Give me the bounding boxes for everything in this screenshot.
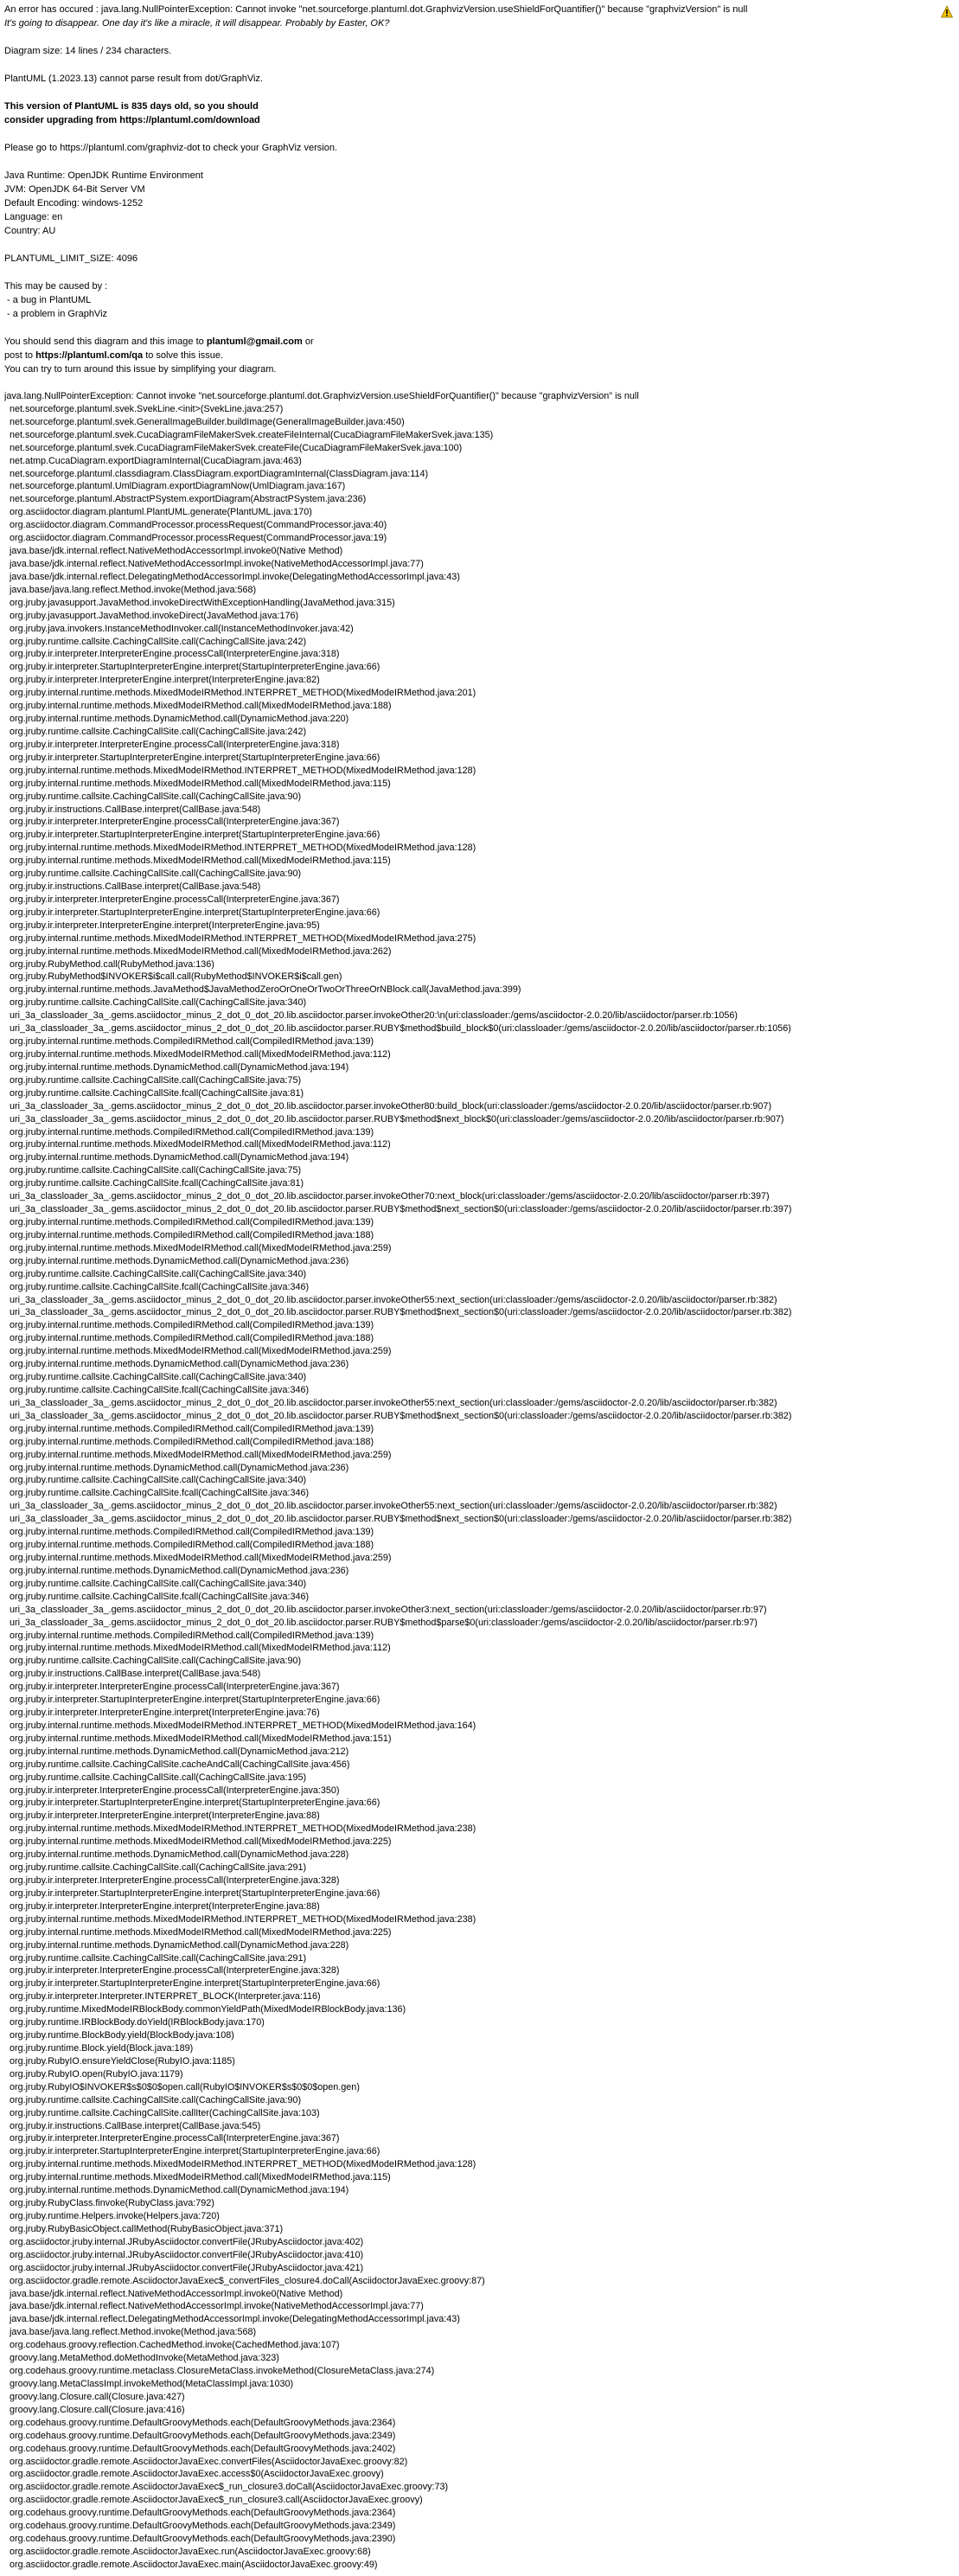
stack-frame: groovy.lang.MetaMethod.doMethodInvoke(MetaMethod.java:323) [4, 2353, 279, 2364]
stack-frame: uri_3a_classloader_3a_.gems.asciidoctor_minus_2_dot_0_dot_20.lib.asciidoctor.parser.invokeOther55:next_section(uri:classloader:/gems/asciidoctor-2.0.20/lib/asciidoctor/parser.rb:382) [4, 1397, 777, 1408]
stack-frame: org.jruby.runtime.callsite.CachingCallSite.callIter(CachingCallSite.java:103) [4, 2107, 320, 2118]
stack-frame: org.codehaus.groovy.runtime.DefaultGroovyMethods.each(DefaultGroovyMethods.java:2364) [4, 2417, 396, 2428]
stack-frame: org.jruby.runtime.callsite.CachingCallSite.call(CachingCallSite.java:90) [4, 791, 302, 802]
stack-frame: org.jruby.internal.runtime.methods.DynamicMethod.call(DynamicMethod.java:228) [4, 1849, 349, 1861]
stack-frame: uri_3a_classloader_3a_.gems.asciidoctor_minus_2_dot_0_dot_20.lib.asciidoctor.parser.RUBY$method$next_section$0(uri:classloader:/gems/asciidoctor-2.0.20/lib/asciidoctor/parser.rb:382) [4, 1410, 792, 1421]
stack-frame: org.jruby.internal.runtime.methods.MixedModeIRMethod.call(MixedModeIRMethod.java:115) [4, 855, 391, 867]
stack-frame: org.jruby.RubyIO.ensureYieldClose(RubyIO.java:1185) [4, 2055, 235, 2067]
stack-frame: org.jruby.runtime.callsite.CachingCallSite.call(CachingCallSite.java:90) [4, 1656, 302, 1667]
stack-frame: org.jruby.internal.runtime.methods.MixedModeIRMethod.INTERPRET_METHOD(MixedModeIRMethod.java:128) [4, 765, 476, 776]
stack-frame: org.jruby.internal.runtime.methods.MixedModeIRMethod.call(MixedModeIRMethod.java:259) [4, 1449, 392, 1460]
stack-frame: org.jruby.internal.runtime.methods.MixedModeIRMethod.call(MixedModeIRMethod.java:151) [4, 1733, 392, 1744]
stack-frame: org.jruby.internal.runtime.methods.CompiledIRMethod.call(CompiledIRMethod.java:139) [4, 1036, 374, 1048]
stack-trace [4, 390, 947, 2572]
stack-frame: net.sourceforge.plantuml.svek.CucaDiagramFileMakerSvek.createFile(CucaDiagramFileMakerSvek.java:100) [4, 442, 463, 453]
stack-frame: org.jruby.internal.runtime.methods.CompiledIRMethod.call(CompiledIRMethod.java:188) [4, 1540, 374, 1551]
stack-frame: org.jruby.ir.interpreter.StartupInterpreterEngine.interpret(StartupInterpreterEngine.java:66) [4, 2146, 380, 2157]
stack-frame: org.jruby.ir.interpreter.StartupInterpreterEngine.interpret(StartupInterpreterEngine.java:66) [4, 662, 380, 673]
stack-frame: org.asciidoctor.gradle.remote.AsciidoctorJavaExec.run(AsciidoctorJavaExec.groovy:68) [4, 2546, 371, 2557]
stack-frame: java.base/jdk.internal.reflect.NativeMethodAccessorImpl.invoke(NativeMethodAccessorImpl.java:77) [4, 558, 424, 569]
stack-frame: org.jruby.ir.interpreter.InterpreterEngine.processCall(InterpreterEngine.java:328) [4, 1965, 340, 1977]
stack-frame: org.jruby.internal.runtime.methods.CompiledIRMethod.call(CompiledIRMethod.java:139) [4, 1423, 374, 1434]
stack-frame: org.jruby.internal.runtime.methods.MixedModeIRMethod.INTERPRET_METHOD(MixedModeIRMethod.java:238) [4, 1823, 476, 1835]
stack-frame: org.asciidoctor.gradle.remote.AsciidoctorJavaExec$_run_closure3.doCall(AsciidoctorJavaExec.groovy:73) [4, 2482, 449, 2493]
stack-frame: org.jruby.runtime.callsite.CachingCallSite.call(CachingCallSite.java:291) [4, 1862, 307, 1874]
post-suffix: to solve this issue. [143, 350, 224, 361]
stack-frame: org.jruby.internal.runtime.methods.CompiledIRMethod.call(CompiledIRMethod.java:139) [4, 1126, 374, 1137]
stack-frame: org.jruby.internal.runtime.methods.MixedModeIRMethod.call(MixedModeIRMethod.java:262) [4, 945, 392, 957]
stack-frame: org.jruby.RubyMethod.call(RubyMethod.java:136) [4, 958, 214, 970]
stack-frame: org.asciidoctor.gradle.remote.AsciidoctorJavaExec.main(AsciidoctorJavaExec.groovy:49) [4, 2559, 378, 2570]
check-graphviz-message: Please go to https://plantuml.com/graphviz-dot to check your GraphViz version. [4, 143, 337, 153]
post-line [4, 349, 924, 362]
stack-frame: net.atmp.CucaDiagram.exportDiagramInternal(CucaDiagram.java:463) [4, 455, 302, 466]
stack-frame: org.jruby.runtime.callsite.CachingCallSite.call(CachingCallSite.java:340) [4, 1578, 307, 1589]
stack-frame: uri_3a_classloader_3a_.gems.asciidoctor_minus_2_dot_0_dot_20.lib.asciidoctor.parser.RUBY$method$parse$0(uri:classloader:/gems/asciidoctor-2.0.20/lib/asciidoctor/parser.rb:97) [4, 1617, 758, 1628]
stack-frame: org.jruby.internal.runtime.methods.CompiledIRMethod.call(CompiledIRMethod.java:139) [4, 1217, 374, 1227]
stack-frame: org.jruby.ir.instructions.CallBase.interpret(CallBase.java:548) [4, 1669, 261, 1680]
stack-frame: org.jruby.RubyIO.open(RubyIO.java:1179) [4, 2068, 183, 2079]
stack-frame: org.jruby.runtime.callsite.CachingCallSite.call(CachingCallSite.java:340) [4, 1268, 307, 1279]
stack-frame: org.asciidoctor.gradle.remote.AsciidoctorJavaExec$_convertFiles_closure4.doCall(AsciidoctorJavaExec.groovy:87) [4, 2275, 485, 2286]
stack-frame: org.jruby.internal.runtime.methods.DynamicMethod.call(DynamicMethod.java:220) [4, 714, 349, 725]
stack-frame: org.jruby.runtime.callsite.CachingCallSite.fcall(CachingCallSite.java:346) [4, 1281, 310, 1292]
stack-frame: org.jruby.ir.interpreter.InterpreterEngine.processCall(InterpreterEngine.java:350) [4, 1785, 340, 1796]
stack-frame: org.jruby.internal.runtime.methods.MixedModeIRMethod.call(MixedModeIRMethod.java:188) [4, 701, 392, 712]
contact-prefix: You should send this diagram and this image to [4, 336, 207, 347]
stack-frame: uri_3a_classloader_3a_.gems.asciidoctor_minus_2_dot_0_dot_20.lib.asciidoctor.parser.invokeOther3:next_section(uri:classloader:/gems/asciidoctor-2.0.20/lib/asciidoctor/parser.rb:97) [4, 1604, 767, 1615]
stack-frame: org.jruby.RubyIO$INVOKER$s$0$0$open.call(RubyIO$INVOKER$s$0$0$open.gen) [4, 2081, 360, 2092]
stack-frame: org.jruby.internal.runtime.methods.DynamicMethod.call(DynamicMethod.java:236) [4, 1255, 349, 1266]
stack-frame: org.jruby.internal.runtime.methods.DynamicMethod.call(DynamicMethod.java:228) [4, 1939, 349, 1951]
stack-frame: org.jruby.internal.runtime.methods.MixedModeIRMethod.call(MixedModeIRMethod.java:112) [4, 1139, 391, 1150]
stack-frame: org.jruby.ir.interpreter.InterpreterEngine.processCall(InterpreterEngine.java:318) [4, 739, 340, 750]
stack-frame: org.jruby.internal.runtime.methods.DynamicMethod.call(DynamicMethod.java:236) [4, 1359, 349, 1370]
stack-frame: net.sourceforge.plantuml.AbstractPSystem.exportDiagram(AbstractPSystem.java:236) [4, 494, 367, 505]
stack-frame: org.jruby.runtime.callsite.CachingCallSite.call(CachingCallSite.java:75) [4, 1165, 302, 1176]
stack-frame: org.jruby.internal.runtime.methods.CompiledIRMethod.call(CompiledIRMethod.java:139) [4, 1527, 374, 1538]
stack-frame: org.jruby.internal.runtime.methods.MixedModeIRMethod.INTERPRET_METHOD(MixedModeIRMethod.java:238) [4, 1913, 476, 1925]
stack-frame: uri_3a_classloader_3a_.gems.asciidoctor_minus_2_dot_0_dot_20.lib.asciidoctor.parser.RUBY$method$next_block$0(uri:classloader:/gems/asciidoctor-2.0.20/lib/asciidoctor/parser.rb:907) [4, 1113, 784, 1125]
stack-frame: org.jruby.ir.interpreter.InterpreterEngine.interpret(InterpreterEngine.java:82) [4, 675, 320, 686]
stack-frame: org.asciidoctor.gradle.remote.AsciidoctorJavaExec.convertFiles(AsciidoctorJavaExec.groovy:82) [4, 2456, 408, 2467]
qa-url: https://plantuml.com/qa [35, 350, 144, 361]
cause-graphviz-problem: - a problem in GraphViz [4, 309, 108, 319]
stack-frame: net.sourceforge.plantuml.svek.CucaDiagramFileMakerSvek.createFileInternal(CucaDiagramFileMakerSvek.java:135) [4, 429, 494, 440]
stack-frame: org.jruby.runtime.callsite.CachingCallSite.fcall(CachingCallSite.java:81) [4, 1178, 304, 1189]
simplify-hint: You can try to turn around this issue by simplifying your diagram. [4, 364, 277, 375]
stack-frame: org.jruby.internal.runtime.methods.MixedModeIRMethod.INTERPRET_METHOD(MixedModeIRMethod.java:275) [4, 932, 476, 944]
stack-frame: org.jruby.internal.runtime.methods.MixedModeIRMethod.call(MixedModeIRMethod.java:112) [4, 1643, 391, 1654]
stack-frame: org.jruby.ir.interpreter.InterpreterEngine.interpret(InterpreterEngine.java:76) [4, 1708, 320, 1719]
stack-frame: groovy.lang.Closure.call(Closure.java:416) [4, 2404, 185, 2415]
stack-frame: org.jruby.runtime.callsite.CachingCallSite.fcall(CachingCallSite.java:346) [4, 1384, 310, 1395]
stack-frame: org.jruby.ir.interpreter.StartupInterpreterEngine.interpret(StartupInterpreterEngine.java:66) [4, 1797, 380, 1809]
stack-frame: org.jruby.runtime.callsite.CachingCallSite.call(CachingCallSite.java:195) [4, 1772, 307, 1783]
stack-frame: org.jruby.ir.interpreter.InterpreterEngine.processCall(InterpreterEngine.java:367) [4, 894, 340, 905]
error-message: An error has occured : java.lang.NullPointerException: Cannot invoke "net.sourceforge.plantuml.dot.GraphvizVersion.useShieldForQuantifier()" because "graphvizVersion" is null [4, 4, 748, 15]
stack-frame: org.jruby.ir.interpreter.InterpreterEngine.processCall(InterpreterEngine.java:367) [4, 2133, 340, 2144]
stack-frame: org.codehaus.groovy.runtime.DefaultGroovyMethods.each(DefaultGroovyMethods.java:2349) [4, 2430, 396, 2441]
stack-frame: uri_3a_classloader_3a_.gems.asciidoctor_minus_2_dot_0_dot_20.lib.asciidoctor.parser.RUBY$method$next_section$0(uri:classloader:/gems/asciidoctor-2.0.20/lib/asciidoctor/parser.rb:397) [4, 1204, 792, 1215]
stack-frame: org.jruby.runtime.callsite.CachingCallSite.call(CachingCallSite.java:340) [4, 997, 307, 1009]
stack-frame: uri_3a_classloader_3a_.gems.asciidoctor_minus_2_dot_0_dot_20.lib.asciidoctor.parser.RUBY$method$next_section$0(uri:classloader:/gems/asciidoctor-2.0.20/lib/asciidoctor/parser.rb:382) [4, 1514, 792, 1525]
stack-frame: java.base/jdk.internal.reflect.DelegatingMethodAccessorImpl.invoke(DelegatingMethodAccessorImpl.java:43) [4, 571, 460, 582]
stack-frame: org.jruby.runtime.MixedModeIRBlockBody.commonYieldPath(MixedModeIRBlockBody.java:136) [4, 2004, 406, 2015]
stack-frame: org.jruby.ir.interpreter.InterpreterEngine.interpret(InterpreterEngine.java:88) [4, 1900, 320, 1912]
stack-frame: org.asciidoctor.diagram.CommandProcessor.processRequest(CommandProcessor.java:40) [4, 520, 387, 531]
stack-frame: org.jruby.javasupport.JavaMethod.invokeDirectWithExceptionHandling(JavaMethod.java:315) [4, 597, 395, 608]
cannot-parse-message: PlantUML (1.2023.13) cannot parse result from dot/GraphViz. [4, 74, 263, 84]
stack-frame: uri_3a_classloader_3a_.gems.asciidoctor_minus_2_dot_0_dot_20.lib.asciidoctor.parser.invokeOther55:next_section(uri:classloader:/gems/asciidoctor-2.0.20/lib/asciidoctor/parser.rb:382) [4, 1294, 777, 1305]
stack-frame: uri_3a_classloader_3a_.gems.asciidoctor_minus_2_dot_0_dot_20.lib.asciidoctor.parser.RUBY$method$next_section$0(uri:classloader:/gems/asciidoctor-2.0.20/lib/asciidoctor/parser.rb:382) [4, 1307, 792, 1318]
stack-frame: org.jruby.RubyBasicObject.callMethod(RubyBasicObject.java:371) [4, 2223, 284, 2234]
exception-line: java.lang.NullPointerException: Cannot invoke "net.sourceforge.plantuml.dot.GraphvizVersion.useShieldForQuantifier()" because "graphvizVersion" is null [4, 391, 639, 401]
stack-frame: org.jruby.RubyMethod$INVOKER$i$call.call(RubyMethod$INVOKER$i$call.gen) [4, 971, 342, 983]
stack-frame: org.jruby.ir.instructions.CallBase.interpret(CallBase.java:548) [4, 804, 261, 815]
stack-frame: org.asciidoctor.gradle.remote.AsciidoctorJavaExec.access$0(AsciidoctorJavaExec.groovy) [4, 2469, 384, 2480]
stack-frame: net.sourceforge.plantuml.svek.GeneralImageBuilder.buildImage(GeneralImageBuilder.java:450) [4, 416, 405, 427]
stack-frame: org.jruby.internal.runtime.methods.CompiledIRMethod.call(CompiledIRMethod.java:188) [4, 1436, 374, 1447]
stack-frame: org.codehaus.groovy.runtime.metaclass.ClosureMetaClass.invokeMethod(ClosureMetaClass.java:274) [4, 2366, 435, 2377]
stack-frame: org.jruby.internal.runtime.methods.DynamicMethod.call(DynamicMethod.java:194) [4, 1152, 349, 1163]
stack-frame: org.jruby.internal.runtime.methods.MixedModeIRMethod.INTERPRET_METHOD(MixedModeIRMethod.java:164) [4, 1720, 476, 1731]
stack-frame: org.jruby.internal.runtime.methods.MixedModeIRMethod.call(MixedModeIRMethod.java:115) [4, 2172, 391, 2183]
causes-intro: This may be caused by : [4, 281, 108, 292]
stack-frame: org.jruby.internal.runtime.methods.DynamicMethod.call(DynamicMethod.java:194) [4, 1061, 349, 1073]
stack-frame: org.asciidoctor.jruby.internal.JRubyAsciidoctor.convertFile(JRubyAsciidoctor.java:402) [4, 2236, 364, 2247]
limit-size: PLANTUML_LIMIT_SIZE: 4096 [4, 253, 138, 264]
stack-frame: org.asciidoctor.diagram.CommandProcessor.processRequest(CommandProcessor.java:19) [4, 533, 387, 544]
cause-plantuml-bug: - a bug in PlantUML [4, 295, 92, 305]
stack-frame: java.base/jdk.internal.reflect.NativeMethodAccessorImpl.invoke0(Native Method) [4, 546, 343, 557]
stack-frame: org.jruby.internal.runtime.methods.MixedModeIRMethod.call(MixedModeIRMethod.java:259) [4, 1242, 392, 1253]
java-runtime: Java Runtime: OpenJDK Runtime Environment [4, 170, 203, 181]
stack-frame: org.jruby.runtime.Block.yield(Block.java:189) [4, 2043, 194, 2054]
stack-frame: org.codehaus.groovy.runtime.DefaultGroovyMethods.each(DefaultGroovyMethods.java:2402) [4, 2443, 396, 2454]
stack-frame: org.jruby.runtime.callsite.CachingCallSite.call(CachingCallSite.java:90) [4, 2094, 302, 2105]
stack-frame: org.jruby.internal.runtime.methods.JavaMethod$JavaMethodZeroOrOneOrTwoOrThreeOrNBlock.call(JavaMethod.java:399) [4, 984, 521, 996]
stack-frame: org.jruby.ir.interpreter.StartupInterpreterEngine.interpret(StartupInterpreterEngine.java:66) [4, 907, 380, 918]
stack-frame: org.jruby.runtime.IRBlockBody.doYield(IRBlockBody.java:170) [4, 2017, 265, 2028]
version-warning-line1: This version of PlantUML is 835 days old, so you should [4, 101, 259, 112]
warning-icon [941, 5, 953, 18]
stack-frame: org.jruby.internal.runtime.methods.CompiledIRMethod.call(CompiledIRMethod.java:139) [4, 1630, 374, 1641]
jvm: JVM: OpenJDK 64-Bit Server VM [4, 184, 145, 195]
stack-frame: org.jruby.RubyClass.finvoke(RubyClass.java:792) [4, 2198, 214, 2209]
stack-frame: org.jruby.ir.interpreter.InterpreterEngine.processCall(InterpreterEngine.java:318) [4, 649, 340, 660]
contact-email: plantuml@gmail.com [206, 336, 303, 347]
stack-frame: org.jruby.javasupport.JavaMethod.invokeDirect(JavaMethod.java:176) [4, 610, 299, 621]
stack-frame: org.asciidoctor.jruby.internal.JRubyAsciidoctor.convertFile(JRubyAsciidoctor.java:410) [4, 2249, 364, 2260]
stack-frame: org.jruby.internal.runtime.methods.CompiledIRMethod.call(CompiledIRMethod.java:188) [4, 1333, 374, 1344]
stack-frame: org.jruby.ir.interpreter.StartupInterpreterEngine.interpret(StartupInterpreterEngine.java:66) [4, 1978, 380, 1990]
stack-frame: org.jruby.runtime.callsite.CachingCallSite.fcall(CachingCallSite.java:81) [4, 1087, 304, 1099]
stack-frame: org.jruby.runtime.callsite.CachingCallSite.call(CachingCallSite.java:242) [4, 636, 307, 647]
stack-frame: uri_3a_classloader_3a_.gems.asciidoctor_minus_2_dot_0_dot_20.lib.asciidoctor.parser.invokeOther55:next_section(uri:classloader:/gems/asciidoctor-2.0.20/lib/asciidoctor/parser.rb:382) [4, 1501, 777, 1512]
stack-frame: org.jruby.internal.runtime.methods.MixedModeIRMethod.INTERPRET_METHOD(MixedModeIRMethod.java:128) [4, 843, 476, 854]
stack-frame: org.jruby.internal.runtime.methods.MixedModeIRMethod.call(MixedModeIRMethod.java:259) [4, 1552, 392, 1563]
default-encoding: Default Encoding: windows-1252 [4, 198, 144, 208]
stack-frame: org.jruby.runtime.callsite.CachingCallSite.call(CachingCallSite.java:340) [4, 1372, 307, 1383]
stack-frame: org.jruby.runtime.callsite.CachingCallSite.fcall(CachingCallSite.java:346) [4, 1591, 310, 1602]
stack-frame: org.jruby.internal.runtime.methods.MixedModeIRMethod.call(MixedModeIRMethod.java:225) [4, 1836, 392, 1848]
stack-frame: org.jruby.runtime.callsite.CachingCallSite.call(CachingCallSite.java:242) [4, 726, 307, 737]
stack-frame: org.jruby.runtime.BlockBody.yield(BlockBody.java:108) [4, 2030, 234, 2041]
stack-frame: org.jruby.ir.interpreter.InterpreterEngine.processCall(InterpreterEngine.java:367) [4, 817, 340, 828]
stack-frame: org.jruby.internal.runtime.methods.DynamicMethod.call(DynamicMethod.java:194) [4, 2185, 349, 2196]
stack-frame: org.jruby.ir.interpreter.InterpreterEngine.processCall(InterpreterEngine.java:328) [4, 1875, 340, 1887]
stack-frame: java.base/jdk.internal.reflect.NativeMethodAccessorImpl.invoke(NativeMethodAccessorImpl.java:77) [4, 2301, 424, 2312]
stack-frame: org.jruby.internal.runtime.methods.CompiledIRMethod.call(CompiledIRMethod.java:188) [4, 1229, 374, 1240]
post-prefix: post to [4, 350, 36, 361]
stack-frame: net.sourceforge.plantuml.classdiagram.ClassDiagram.exportDiagramInternal(ClassDiagram.java:114) [4, 468, 429, 479]
stack-frame: org.jruby.ir.instructions.CallBase.interpret(CallBase.java:548) [4, 881, 261, 893]
stack-frame: org.jruby.runtime.callsite.CachingCallSite.call(CachingCallSite.java:340) [4, 1475, 307, 1486]
stack-frame: org.jruby.runtime.Helpers.invoke(Helpers.java:720) [4, 2210, 220, 2221]
stack-frame: java.base/jdk.internal.reflect.NativeMethodAccessorImpl.invoke0(Native Method) [4, 2288, 343, 2299]
stack-frame: org.jruby.runtime.callsite.CachingCallSite.cacheAndCall(CachingCallSite.java:456) [4, 1759, 350, 1770]
miracle-note: It's going to disappear. One day it's like a miracle, it will disappear. Probably by Easter, OK? [4, 18, 390, 29]
stack-frame: uri_3a_classloader_3a_.gems.asciidoctor_minus_2_dot_0_dot_20.lib.asciidoctor.parser.invokeOther20:\n(uri:classloader:/gems/asciidoctor-2.0.20/lib/asciidoctor/parser.rb:1056) [4, 1010, 738, 1022]
stack-frame: org.jruby.internal.runtime.methods.DynamicMethod.call(DynamicMethod.java:236) [4, 1462, 349, 1473]
stack-frame: org.jruby.internal.runtime.methods.CompiledIRMethod.call(CompiledIRMethod.java:139) [4, 1320, 374, 1331]
stack-frame: uri_3a_classloader_3a_.gems.asciidoctor_minus_2_dot_0_dot_20.lib.asciidoctor.parser.invokeOther80:build_block(uri:classloader:/gems/asciidoctor-2.0.20/lib/asciidoctor/parser.rb:907) [4, 1100, 772, 1112]
stack-frame: net.sourceforge.plantuml.svek.SvekLine.<init>(SvekLine.java:257) [4, 403, 284, 414]
stack-frame: org.jruby.ir.interpreter.InterpreterEngine.processCall(InterpreterEngine.java:367) [4, 1682, 340, 1693]
stack-frame: org.jruby.ir.interpreter.StartupInterpreterEngine.interpret(StartupInterpreterEngine.java:66) [4, 830, 380, 841]
stack-frame: org.jruby.internal.runtime.methods.MixedModeIRMethod.call(MixedModeIRMethod.java:115) [4, 778, 391, 789]
stack-frame: net.sourceforge.plantuml.UmlDiagram.exportDiagramNow(UmlDiagram.java:167) [4, 481, 346, 492]
stack-frame: org.jruby.internal.runtime.methods.MixedModeIRMethod.INTERPRET_METHOD(MixedModeIRMethod.java:128) [4, 2159, 476, 2170]
stack-frame: org.jruby.internal.runtime.methods.MixedModeIRMethod.call(MixedModeIRMethod.java:225) [4, 1926, 392, 1938]
stack-frame: org.asciidoctor.diagram.plantuml.PlantUML.generate(PlantUML.java:170) [4, 507, 312, 518]
stack-frame: org.jruby.internal.runtime.methods.MixedModeIRMethod.call(MixedModeIRMethod.java:259) [4, 1346, 392, 1357]
stack-frame: org.codehaus.groovy.runtime.DefaultGroovyMethods.each(DefaultGroovyMethods.java:2390) [4, 2534, 396, 2545]
language: Language: en [4, 212, 63, 222]
stack-frame: org.jruby.ir.interpreter.Interpreter.INTERPRET_BLOCK(Interpreter.java:116) [4, 1991, 321, 2002]
stack-frame: org.jruby.internal.runtime.methods.MixedModeIRMethod.call(MixedModeIRMethod.java:112) [4, 1049, 391, 1061]
stack-frame: java.base/java.lang.reflect.Method.invoke(Method.java:568) [4, 2327, 257, 2338]
stack-frame: org.jruby.runtime.callsite.CachingCallSite.call(CachingCallSite.java:90) [4, 868, 302, 880]
stack-frame: org.jruby.runtime.callsite.CachingCallSite.call(CachingCallSite.java:291) [4, 1952, 307, 1964]
stack-frame: groovy.lang.Closure.call(Closure.java:427) [4, 2391, 185, 2402]
stack-frame: org.jruby.internal.runtime.methods.DynamicMethod.call(DynamicMethod.java:212) [4, 1746, 349, 1757]
contact-line [4, 335, 924, 349]
stack-frame: org.jruby.internal.runtime.methods.MixedModeIRMethod.INTERPRET_METHOD(MixedModeIRMethod.java:201) [4, 688, 476, 699]
stack-frame: org.jruby.ir.interpreter.StartupInterpreterEngine.interpret(StartupInterpreterEngine.java:66) [4, 752, 380, 763]
stack-frame: org.asciidoctor.gradle.remote.AsciidoctorJavaExec$_run_closure3.call(AsciidoctorJavaExec.groovy) [4, 2495, 423, 2506]
stack-frame: org.jruby.ir.interpreter.StartupInterpreterEngine.interpret(StartupInterpreterEngine.java:66) [4, 1887, 380, 1899]
stack-frame: org.jruby.ir.interpreter.StartupInterpreterEngine.interpret(StartupInterpreterEngine.java:66) [4, 1695, 380, 1706]
stack-frame: org.codehaus.groovy.reflection.CachedMethod.invoke(CachedMethod.java:107) [4, 2340, 340, 2351]
stack-frame: org.jruby.internal.runtime.methods.DynamicMethod.call(DynamicMethod.java:236) [4, 1565, 349, 1576]
contact-suffix: or [302, 336, 314, 347]
country: Country: AU [4, 226, 56, 236]
stack-frame: org.codehaus.groovy.runtime.DefaultGroovyMethods.each(DefaultGroovyMethods.java:2349) [4, 2521, 396, 2532]
stack-frame: groovy.lang.MetaClassImpl.invokeMethod(MetaClassImpl.java:1030) [4, 2378, 294, 2389]
stack-frame: java.base/java.lang.reflect.Method.invoke(Method.java:568) [4, 584, 257, 595]
stack-frame: org.jruby.ir.instructions.CallBase.interpret(CallBase.java:545) [4, 2120, 261, 2131]
stack-frame: org.asciidoctor.jruby.internal.JRubyAsciidoctor.convertFile(JRubyAsciidoctor.java:421) [4, 2262, 364, 2273]
stack-frame: org.jruby.ir.interpreter.InterpreterEngine.interpret(InterpreterEngine.java:88) [4, 1810, 320, 1822]
version-warning-line2: consider upgrading from https://plantuml.com/download [4, 115, 260, 125]
stack-frame: java.base/jdk.internal.reflect.DelegatingMethodAccessorImpl.invoke(DelegatingMethodAccessorImpl.java:43) [4, 2314, 460, 2325]
stack-frame: org.codehaus.groovy.runtime.DefaultGroovyMethods.each(DefaultGroovyMethods.java:2364) [4, 2508, 396, 2519]
stack-frame: uri_3a_classloader_3a_.gems.asciidoctor_minus_2_dot_0_dot_20.lib.asciidoctor.parser.invokeOther70:next_block(uri:classloader:/gems/asciidoctor-2.0.20/lib/asciidoctor/parser.rb:397) [4, 1191, 770, 1202]
diagram-size: Diagram size: 14 lines / 234 characters. [4, 46, 172, 56]
stack-frame: uri_3a_classloader_3a_.gems.asciidoctor_minus_2_dot_0_dot_20.lib.asciidoctor.parser.RUBY$method$build_block$0(uri:classloader:/gems/asciidoctor-2.0.20/lib/asciidoctor/parser.rb:1056) [4, 1023, 791, 1035]
stack-frame: org.jruby.ir.interpreter.InterpreterEngine.interpret(InterpreterEngine.java:95) [4, 920, 320, 931]
stack-frame: org.jruby.runtime.callsite.CachingCallSite.call(CachingCallSite.java:75) [4, 1074, 302, 1086]
stack-frame: org.jruby.java.invokers.InstanceMethodInvoker.call(InstanceMethodInvoker.java:42) [4, 623, 354, 634]
stack-frame: org.jruby.runtime.callsite.CachingCallSite.fcall(CachingCallSite.java:346) [4, 1488, 310, 1499]
